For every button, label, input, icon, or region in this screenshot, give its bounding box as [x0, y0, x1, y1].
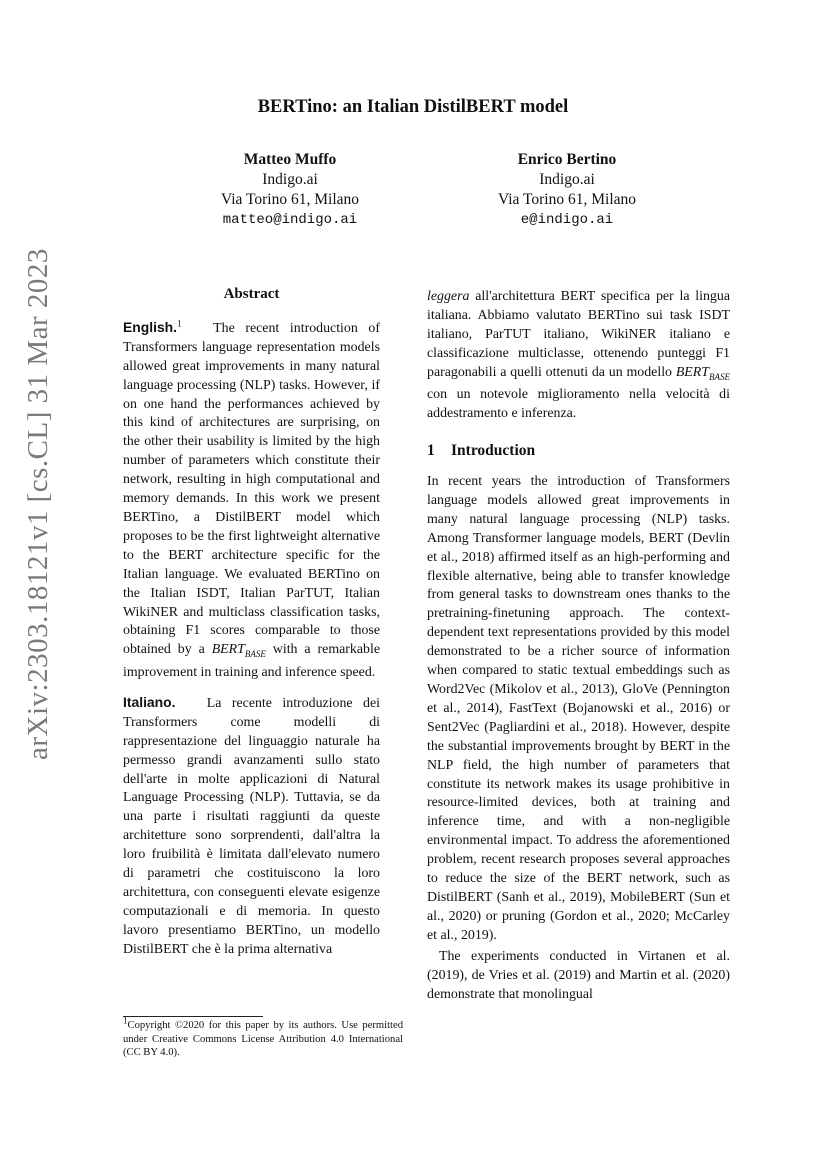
abstract-italian-text-3: con un notevole miglioramento nella velocità di addestramento e inferenza. [427, 387, 730, 422]
author-block [437, 150, 697, 230]
author-address: Via Torino 61, Milano [220, 191, 360, 208]
footnote-rule [123, 1016, 263, 1017]
right-column [427, 288, 730, 1004]
abstract-english-text-end: with a remarkable improvement in training and inference speed. [123, 642, 380, 680]
abstract-italian [123, 693, 380, 960]
arxiv-identifier: arXiv:2303.18121v1 [cs.CL] 31 Mar 2023 [22, 248, 54, 760]
author-address: Via Torino 61, Milano [497, 191, 637, 208]
abstract-italian-continued [427, 288, 730, 424]
intro-paragraph-1: In recent years the introduction of Transformers language models allowed great improvements in many natural language processing (NLP) tasks. Among Transformer language models, BERT (Devlin et al., 2018) affirmed itself as an high-performing and flexible alternative, being able to transfer knowledge from general tasks to downstream ones thanks to the pretraining-finetuning approach. The context-dependent text representations provided by this model demonstrated to be a richer source of information when compared to static textual embeddings such as Word2Vec (Mikolov et al., 2013), GloVe (Pennington et al., 2014), FastText (Bojanowski et al., 2016) or Sent2Vec (Pagliardini et al., 2018). However, despite the substantial improvements brought by BERT in the NLP field, the high number of parameters that constitute its network makes its usage prohibitive in resource-limited devices, both at training and inference time, and with a non-negligible environmental impact. To address the aforementioned problem, recent research proposes several approaches to reduce the size of the BERT network, such as DistilBERT (Sanh et al., 2019), MobileBERT (Sun et al., 2020) or pruning (Gordon et al., 2020; McCarley et al., 2019). [427, 474, 730, 943]
author-email: matteo@indigo.ai [222, 212, 358, 228]
abstract-italian-text: La recente introduzione dei Transformers come modelli di rappresentazione del linguaggio naturale ha permesso grandi avanzamenti sullo stato dell'arte in molte applicazioni di Natural Language Processing (NLP). Tuttavia, se da una parte i risultati raggiunti da queste architetture sono sorprendenti, dall'altra la loro fruibilità è limitata dall'elevato numero di parametri che costituiscono la loro architettura, con conseguenti elevate esigenze computazionali e di memoria. In questo lavoro presentiamo BERTino, un modello DistilBERT che è la prima alternativa [123, 695, 380, 957]
author-affiliation: Indigo.ai [262, 171, 318, 188]
paper-title: BERTino: an Italian DistilBERT model [257, 97, 569, 117]
author-affiliation: Indigo.ai [539, 171, 595, 188]
bert-base-math: $BERT_{BASE}$ [211, 642, 266, 660]
footnote-marker: 1 [177, 318, 182, 329]
emphasis-leggera: leggera [427, 289, 470, 304]
bert-base-math: $BERT_{BASE}$ [675, 364, 730, 382]
author-name: Matteo Muffo [243, 151, 337, 168]
abstract-italian-text-2: all'architettura BERT specifica per la lingua italiana. Abbiamo valutato BERTino sui task ISDT italiano, ParTUT italiano, WikiNER italiano e classificazione multiclasse, ottenendo punteggi F1 paragonabili a quelli ottenuti da un modello [427, 289, 730, 380]
abstract-italian-label: Italiano. [123, 693, 176, 710]
left-column [123, 285, 380, 960]
section-heading-introduction [427, 442, 730, 461]
section-number: 1 [427, 442, 435, 460]
abstract-english-label: English. [123, 318, 178, 335]
author-block [160, 150, 420, 230]
author-name: Enrico Bertino [517, 151, 617, 168]
author-email: e@indigo.ai [520, 212, 614, 228]
footnote-text: Copyright ©2020 for this paper by its authors. Use permitted under Creative Commons License Attribution 4.0 International (CC BY 4.0). [123, 1020, 403, 1059]
section-title: Introduction [451, 442, 536, 460]
footnote-number: 1 [123, 1015, 128, 1026]
abstract-english-text: The recent introduction of Transformers language representation models allowed great improvements in many natural language processing (NLP) tasks. However, if on one hand the performances achieved by this kind of architectures are surprising, on the other their usability is limited by the high number of parameters which constitute their network, resulting in high computational and memory demands. In this work we present BERTino, a DistilBERT model which proposes to be the first lightweight alternative to the BERT architecture specific for the Italian language. We evaluated BERTino on the Italian ISDT, Italian ParTUT, Italian WikiNER and multiclass classification tasks, obtaining F1 scores comparable to those obtained by a [123, 320, 380, 658]
abstract-english [123, 318, 380, 683]
footnote [123, 1015, 403, 1060]
intro-paragraph-2: The experiments conducted in Virtanen et al. (2019), de Vries et al. (2019) and Martin et al. (2020) demonstrate that monolingual [427, 948, 730, 1002]
abstract-heading: Abstract [223, 286, 280, 302]
